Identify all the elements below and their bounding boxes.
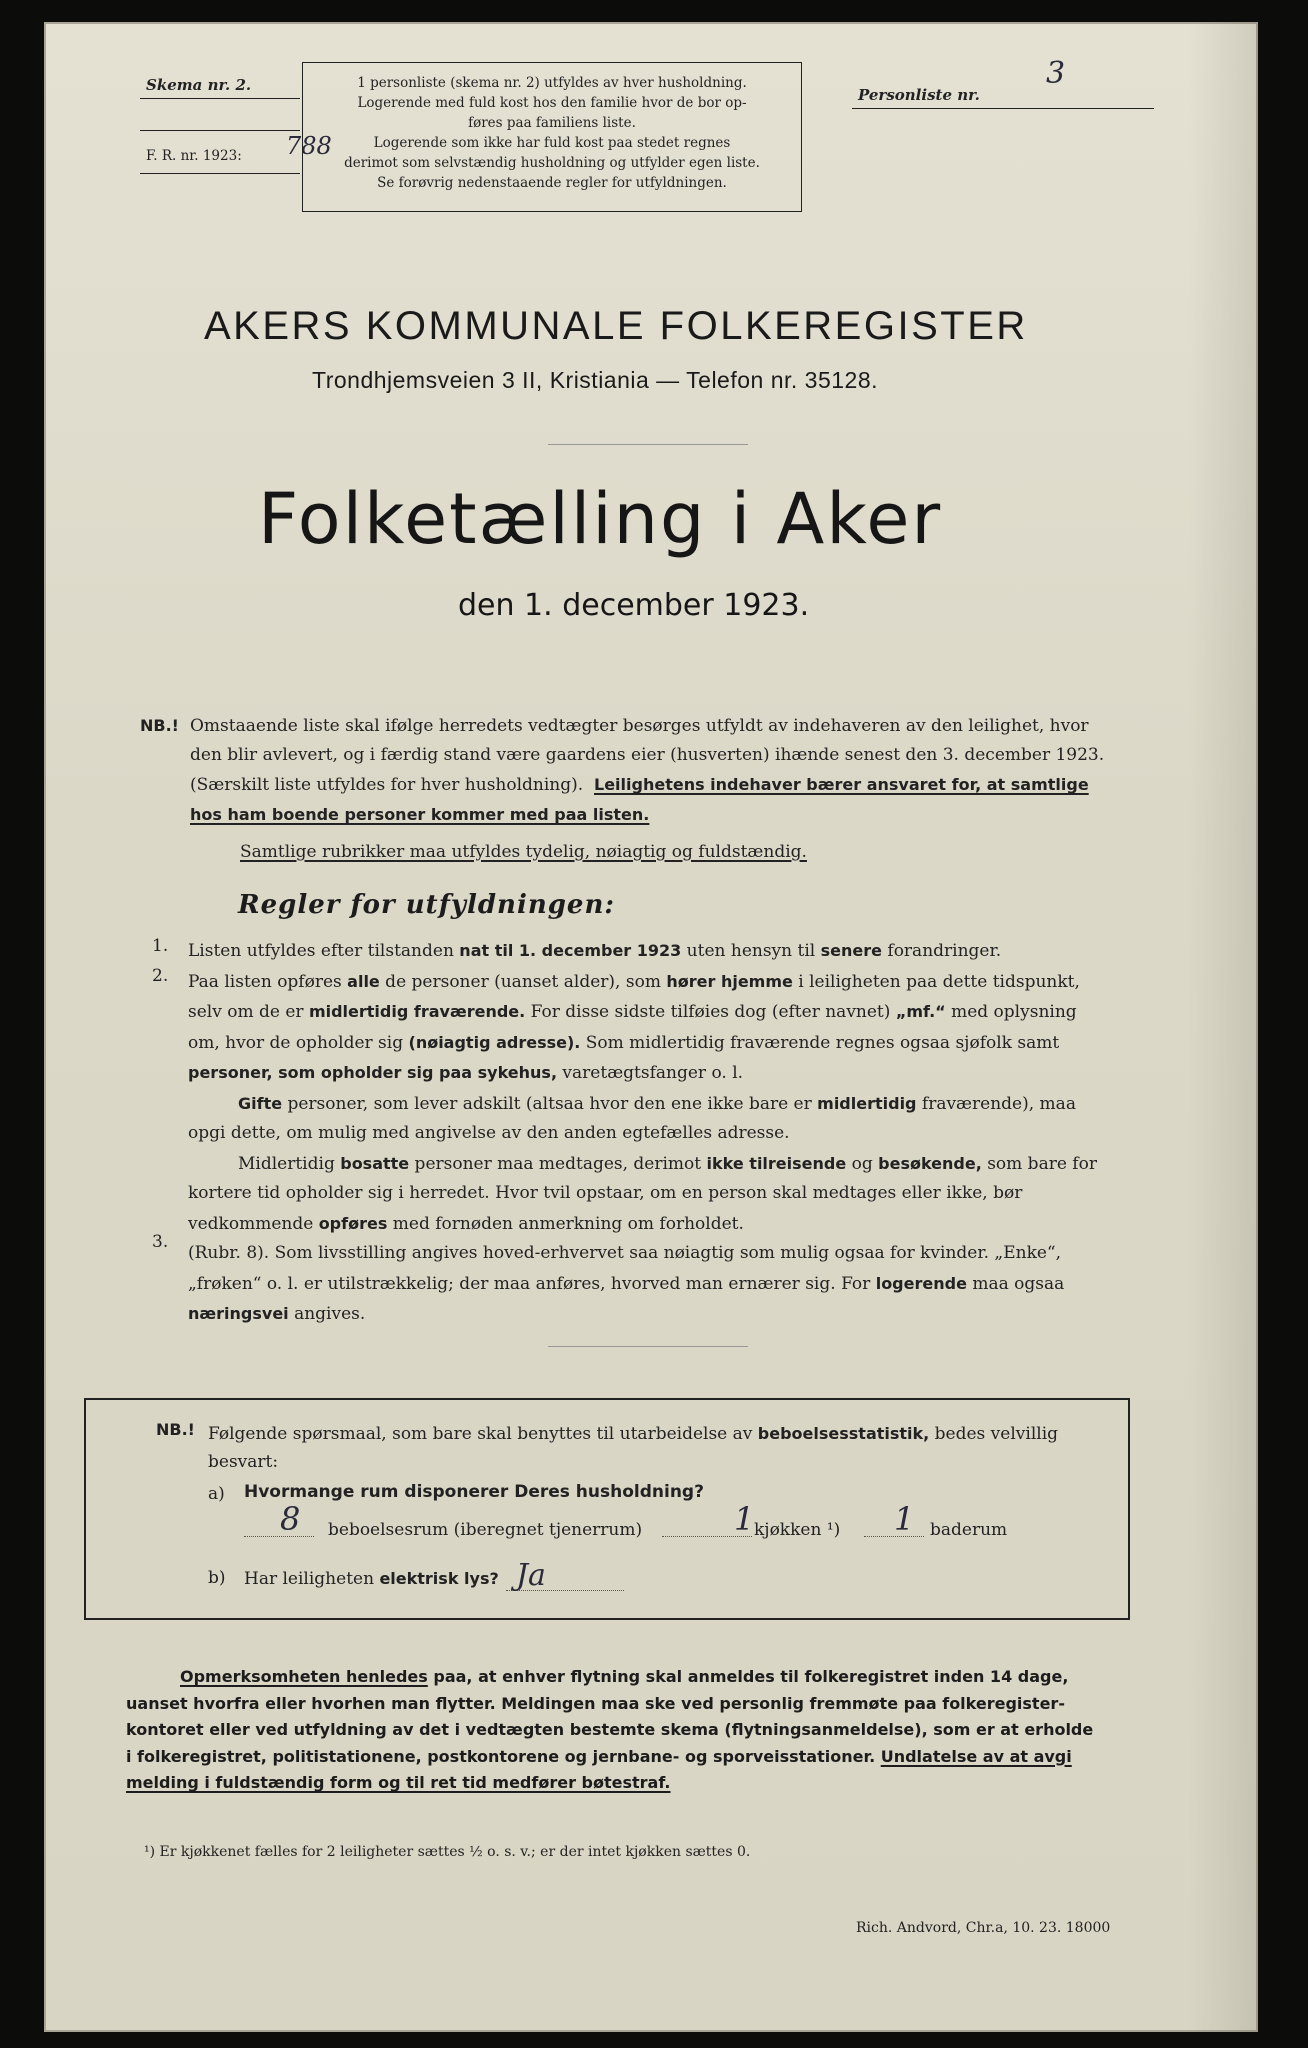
rule-emphasis: personer, som opholder sig paa sykehus, (188, 1063, 558, 1082)
rule-emphasis: logerende (875, 1273, 967, 1293)
nb-emphasis: hos ham boende personer kommer med paa listen. (190, 805, 650, 824)
rule-emphasis: Gifte (238, 1093, 283, 1113)
rule-line (188, 997, 1168, 1028)
rule-line (188, 1269, 1168, 1300)
rule-number: 1. (152, 936, 169, 956)
rule-text: Som midlertidig fraværende regnes ogsaa sjøfolk samt (580, 1032, 1060, 1053)
rule-line (188, 1209, 1168, 1240)
rule-text: For disse sidste tilføies dog (efter navnet) (525, 1002, 896, 1022)
footnote: ¹) Er kjøkkenet fælles for 2 leiligheter sættes ½ o. s. v.; er der intet kjøkken sættes 0. (144, 1844, 751, 1860)
page-date: den 1. december 1923. (458, 588, 810, 623)
notice-line: uanset hvorfra eller hvorhen man flytter. Meldingen maa ske ved personlig fremmøte paa folkeregister- (126, 1693, 1065, 1713)
instruction-line: derimot som selvstændig husholdning og utfylder egen liste. (344, 155, 760, 171)
printer-imprint: Rich. Andvord, Chr.a, 10. 23. 18000 (856, 1920, 1111, 1936)
nb-text: (Særskilt liste utfyldes for hver husholdning). (190, 775, 584, 795)
rule-emphasis: hører hjemme (666, 971, 793, 991)
skema-label: Skema nr. 2. (146, 76, 252, 94)
nb-line (190, 800, 1160, 830)
rule-line (188, 1028, 1168, 1059)
nb-emphasis: Samtlige rubrikker maa utfyldes tydelig, nøiagtig og fuldstændig. (240, 842, 807, 862)
nb2-intro-line (208, 1420, 1108, 1448)
rule-line (188, 967, 1168, 998)
rule-line: opgi dette, om mulig med angivelse av den anden egtefælles adresse. (188, 1123, 790, 1143)
notice-emphasis: Undlatelse av at avgi (880, 1746, 1072, 1766)
rule-text: og (846, 1153, 879, 1174)
notice-emphasis: melding i fuldstændig form og til ret tid medfører bøtestraf. (126, 1773, 671, 1792)
rule-emphasis: bosatte (340, 1153, 410, 1173)
rule-text: vedkommende (188, 1213, 319, 1234)
bath-label: baderum (930, 1520, 1008, 1540)
notice-line (126, 1744, 1168, 1771)
page-title: Folketælling i Aker (258, 478, 943, 560)
instruction-line: Logerende med fuld kost hos den familie hvor de bor op- (357, 95, 747, 111)
rule-text: i leiligheten paa dette tidspunkt, (792, 971, 1080, 992)
rule-emphasis: nat til 1. december 1923 (459, 941, 682, 960)
nb2-text: Følgende spørsmaal, som bare skal benyttes til utarbeidelse av (208, 1424, 758, 1444)
rule-emphasis: ikke tilreisende (706, 1153, 847, 1173)
rules-heading: Regler for utfyldningen: (238, 890, 615, 920)
rule-text: personer, som lever adskilt (altsaa hvor den ene ikke bare er (282, 1093, 818, 1114)
skema-rule-2 (140, 130, 300, 131)
rooms-answer-row (244, 1500, 1124, 1544)
nb2-label: NB.! (156, 1420, 195, 1439)
rule-line (188, 1149, 1168, 1180)
rule-emphasis: senere (820, 941, 882, 960)
rule-text: med oplysning (945, 1002, 1077, 1022)
office-name: AKERS KOMMUNALE FOLKEREGISTER (204, 304, 1028, 348)
notice-line (126, 1664, 1168, 1691)
question-b-text (244, 1564, 499, 1594)
question-b-plain: Har leiligheten (244, 1569, 380, 1589)
question-b-label: b) (208, 1568, 226, 1588)
rule-line (188, 936, 1168, 967)
rule-emphasis: besøkende, (878, 1153, 982, 1173)
rule-emphasis: midlertidig (817, 1093, 917, 1113)
notice-emphasis: Opmerksomheten henledes (180, 1667, 428, 1686)
rule-line (188, 1089, 1168, 1120)
nb-paragraph-cont (190, 741, 1160, 830)
fr-number: 788 (286, 132, 332, 160)
bath-value: 1 (894, 1500, 915, 1538)
rule-emphasis: „mf.“ (895, 1002, 946, 1021)
rule-number: 3. (152, 1232, 169, 1252)
moving-notice (126, 1664, 1168, 1797)
nb-line (190, 770, 1160, 800)
rule-line (188, 1058, 1168, 1089)
rule-text: Paa listen opføres (188, 971, 348, 992)
question-b-emphasis: elektrisk lys? (379, 1569, 499, 1588)
nb-line: den blir avlevert, og i færdig stand være gaardens eier (husverten) ihænde senest den 3. december 1923. (190, 745, 1105, 765)
notice-line: kontoret eller ved utfyldning av det i vedtægten bestemte skema (flytningsanmeldelse), som er at erholde (126, 1720, 1094, 1739)
rule-text: som bare for (981, 1153, 1097, 1174)
instruction-line: Se forøvrig nedenstaaende regler for utfyldningen. (377, 175, 727, 191)
rule-text: maa ogsaa (966, 1273, 1065, 1294)
fr-label: F. R. nr. 1923: (146, 148, 242, 164)
rule-text: selv om de er (188, 1002, 309, 1022)
skema-rule (140, 98, 300, 99)
notice-line (126, 1770, 1168, 1797)
question-a-text: Hvormange rum disponerer Deres husholdning? (244, 1482, 704, 1502)
rule-line (188, 1299, 1168, 1330)
instruction-line: Logerende som ikke har fuld kost paa stedet regnes (373, 135, 731, 151)
question-a-label: a) (208, 1484, 225, 1504)
rule-line: kortere tid opholder sig i herredet. Hvor tvil opstaar, om en person skal medtages eller ikke, bør (188, 1183, 1023, 1203)
notice-text: paa, at enhver flytning skal anmeldes til folkeregistret inden 14 dage, (427, 1667, 1069, 1686)
kitchen-value: 1 (734, 1500, 755, 1538)
nb2-emphasis: beboelsesstatistik, (757, 1424, 930, 1443)
rooms-field[interactable] (244, 1536, 314, 1537)
rule-number: 2. (152, 966, 169, 986)
rule-text: varetægtsfanger o. l. (557, 1063, 744, 1083)
rule-emphasis: (nøiagtig adresse). (408, 1032, 581, 1052)
rule-text: Listen utfyldes efter tilstanden (188, 941, 460, 961)
rule-text: Midlertidig (238, 1153, 341, 1174)
fr-rule (140, 173, 300, 174)
rule-text: fraværende), maa (916, 1093, 1076, 1114)
nb2-intro (208, 1420, 1108, 1476)
instruction-line: føres paa familiens liste. (468, 115, 636, 131)
nb2-text: bedes velvillig (929, 1424, 1059, 1444)
nb-line: Omstaaende liste skal ifølge herredets vedtægter besørges utfyldt av indehaveren av den leilighet, hvor (190, 716, 1089, 736)
nb-label: NB.! (140, 716, 179, 735)
rule-text: med fornøden anmerkning om forholdet. (387, 1213, 744, 1234)
rooms-label: beboelsesrum (iberegnet tjenerrum) (328, 1520, 643, 1540)
divider (548, 1346, 748, 1347)
personliste-rule (852, 108, 1154, 109)
nb-paragraph (190, 712, 1160, 741)
rule-text: „frøken“ o. l. er utilstrækkelig; der maa anføres, hvorved man ernærer sig. For (188, 1273, 876, 1294)
household-instructions-box (302, 62, 802, 212)
rule-text: de personer (uanset alder), som (379, 971, 667, 992)
rule-emphasis: midlertidig fraværende. (308, 1002, 526, 1021)
rule-emphasis: alle (347, 971, 380, 991)
rule-text: personer maa medtages, derimot (409, 1153, 707, 1174)
rule-text: forandringer. (882, 941, 1002, 961)
nb-instruction (240, 838, 1140, 867)
office-address: Trondhjemsveien 3 II, Kristiania — Telefon nr. 35128. (312, 367, 879, 393)
rule-text: angives. (288, 1304, 366, 1324)
rule-emphasis: opføres (318, 1213, 388, 1233)
personliste-label: Personliste nr. (858, 86, 980, 104)
electric-light-answer: Ja (516, 1558, 546, 1593)
divider (548, 444, 748, 445)
notice-text: i folkeregistret, politistationene, postkontorene og jernbane- og sporveisstationer. (126, 1746, 881, 1766)
rule-emphasis: næringsvei (188, 1304, 289, 1323)
personliste-number: 3 (1046, 56, 1066, 91)
nb-emphasis: Leilighetens indehaver bærer ansvaret for, at samtlige (594, 775, 1089, 794)
rule-text: uten hensyn til (681, 941, 821, 961)
rooms-value: 8 (280, 1500, 301, 1538)
rule-text: om, hvor de opholder sig (188, 1032, 409, 1053)
rule-line: (Rubr. 8). Som livsstilling angives hoved-erhvervet saa nøiagtig som mulig ogsaa for kvinder. „Enke“, (188, 1243, 1062, 1263)
kitchen-label: kjøkken ¹) (754, 1520, 841, 1540)
rules-text (188, 936, 1168, 1330)
instruction-line: 1 personliste (skema nr. 2) utfyldes av hver husholdning. (357, 75, 747, 91)
page-edge-shadow (1188, 22, 1258, 2032)
nb2-intro-line: besvart: (208, 1452, 279, 1472)
